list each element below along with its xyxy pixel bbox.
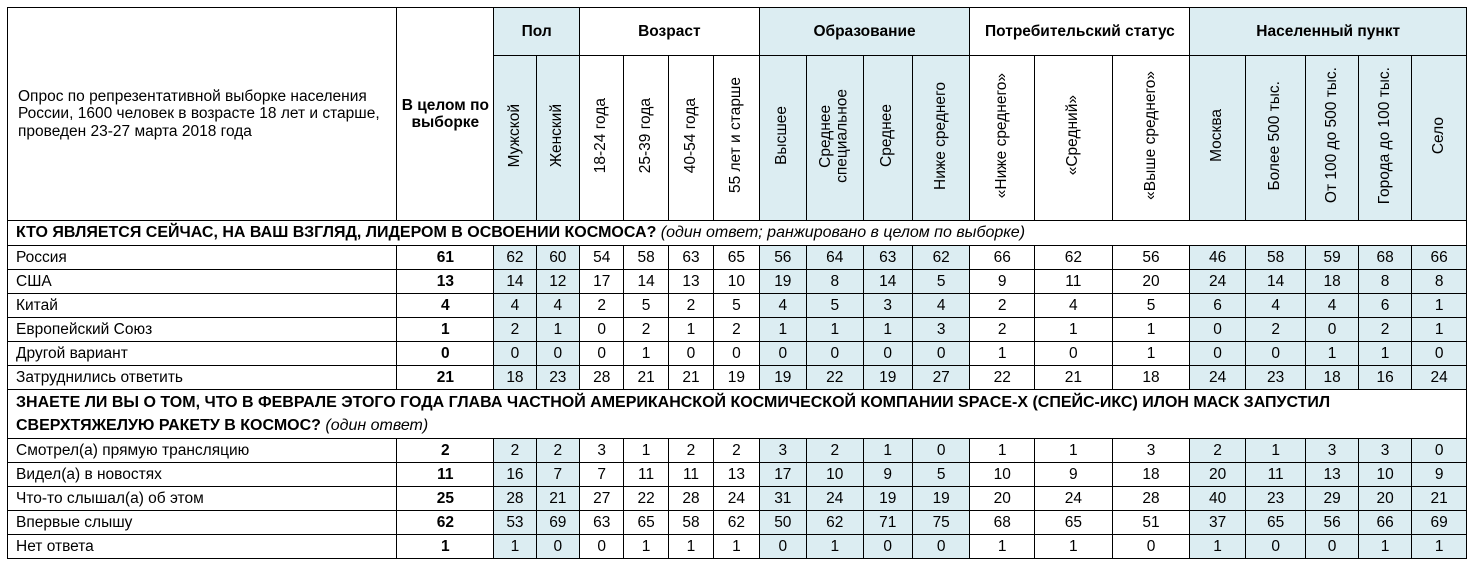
cell-value: 10 — [1358, 463, 1411, 487]
cell-value: 20 — [1190, 463, 1245, 487]
cell-value: 58 — [624, 246, 668, 270]
cell-value: 31 — [759, 487, 806, 511]
cell-value: 0 — [536, 342, 579, 366]
table-row — [8, 318, 1467, 342]
cell-value: 5 — [912, 270, 970, 294]
cell-value: 19 — [912, 487, 970, 511]
subgroup-header — [494, 56, 536, 221]
question-title: КТО ЯВЛЯЕТСЯ СЕЙЧАС, НА ВАШ ВЗГЛЯД, ЛИДЕРОМ В ОСВОЕНИИ КОСМОСА? — [16, 224, 657, 241]
cell-value: 18 — [494, 366, 536, 390]
cell-value: 2 — [714, 439, 759, 463]
cell-value: 23 — [536, 366, 579, 390]
row-label: Затруднились ответить — [8, 366, 397, 390]
cell-value: 0 — [714, 342, 759, 366]
cell-value: 1 — [624, 535, 668, 559]
cell-value: 19 — [759, 270, 806, 294]
cell-value: 63 — [580, 511, 624, 535]
cell-value: 0 — [1112, 535, 1190, 559]
cell-value: 1 — [1112, 318, 1190, 342]
subgroup-label: Женский — [548, 103, 566, 168]
cell-value: 28 — [494, 487, 536, 511]
cell-value: 0 — [580, 535, 624, 559]
cell-value: 0 — [912, 535, 970, 559]
survey-table — [7, 7, 1467, 559]
cell-value: 0 — [1035, 342, 1113, 366]
cell-value: 5 — [1112, 294, 1190, 318]
table-row — [8, 246, 1467, 270]
cell-value: 6 — [1190, 294, 1245, 318]
cell-value: 2 — [970, 318, 1035, 342]
cell-value: 13 — [714, 463, 759, 487]
cell-value: 24 — [807, 487, 863, 511]
cell-value: 0 — [1245, 342, 1306, 366]
cell-value: 1 — [1358, 535, 1411, 559]
cell-value: 0 — [759, 342, 806, 366]
cell-value: 7 — [536, 463, 579, 487]
cell-value: 11 — [668, 463, 713, 487]
cell-value: 3 — [759, 439, 806, 463]
cell-value: 10 — [970, 463, 1035, 487]
cell-value: 14 — [863, 270, 912, 294]
subgroup-label: «Средний» — [1063, 95, 1081, 176]
row-label: США — [8, 270, 397, 294]
subgroup-label: 18-24 года — [592, 97, 610, 174]
subgroup-header — [624, 56, 668, 221]
cell-value: 17 — [759, 463, 806, 487]
cell-value: 18 — [1306, 366, 1358, 390]
cell-value: 0 — [863, 535, 912, 559]
subgroup-header — [863, 56, 912, 221]
subgroup-header — [807, 56, 863, 221]
total-value: 61 — [397, 246, 494, 270]
subgroup-header — [1306, 56, 1358, 221]
cell-value: 27 — [580, 487, 624, 511]
subgroup-header — [1358, 56, 1411, 221]
cell-value: 66 — [1358, 511, 1411, 535]
cell-value: 24 — [1035, 487, 1113, 511]
cell-value: 3 — [912, 318, 970, 342]
cell-value: 65 — [714, 246, 759, 270]
cell-value: 51 — [1112, 511, 1190, 535]
cell-value: 66 — [1412, 246, 1467, 270]
cell-value: 1 — [668, 318, 713, 342]
cell-value: 63 — [668, 246, 713, 270]
cell-value: 0 — [536, 535, 579, 559]
cell-value: 3 — [1358, 439, 1411, 463]
cell-value: 28 — [668, 487, 713, 511]
cell-value: 58 — [1245, 246, 1306, 270]
cell-value: 2 — [580, 294, 624, 318]
group-header-education: Образование — [759, 8, 970, 56]
table-row — [8, 439, 1467, 463]
cell-value: 1 — [714, 535, 759, 559]
total-value: 0 — [397, 342, 494, 366]
cell-value: 4 — [1035, 294, 1113, 318]
cell-value: 4 — [494, 294, 536, 318]
subgroup-header — [580, 56, 624, 221]
cell-value: 20 — [1112, 270, 1190, 294]
cell-value: 75 — [912, 511, 970, 535]
cell-value: 28 — [1112, 487, 1190, 511]
cell-value: 6 — [1358, 294, 1411, 318]
cell-value: 1 — [1412, 318, 1467, 342]
subgroup-label: Мужской — [505, 103, 523, 168]
cell-value: 2 — [1358, 318, 1411, 342]
cell-value: 2 — [494, 439, 536, 463]
subgroup-header — [1112, 56, 1190, 221]
group-header-settlement: Населенный пункт — [1190, 8, 1467, 56]
cell-value: 7 — [580, 463, 624, 487]
cell-value: 19 — [759, 366, 806, 390]
question-note: (один ответ) — [325, 417, 429, 434]
cell-value: 24 — [1190, 366, 1245, 390]
cell-value: 62 — [714, 511, 759, 535]
cell-value: 1 — [668, 535, 713, 559]
cell-value: 9 — [1412, 463, 1467, 487]
cell-value: 5 — [912, 463, 970, 487]
group-header-consumer-status: Потребительский статус — [970, 8, 1190, 56]
cell-value: 1 — [1358, 342, 1411, 366]
subgroup-label: 25-39 года — [636, 97, 654, 174]
cell-value: 8 — [1412, 270, 1467, 294]
cell-value: 0 — [807, 342, 863, 366]
cell-value: 0 — [912, 342, 970, 366]
cell-value: 1 — [1035, 439, 1113, 463]
question-note: (один ответ; ранжировано в целом по выборке) — [660, 224, 1026, 241]
subgroup-label: Москва — [1208, 109, 1226, 162]
cell-value: 1 — [807, 318, 863, 342]
cell-value: 10 — [807, 463, 863, 487]
cell-value: 62 — [1035, 246, 1113, 270]
cell-value: 1 — [624, 439, 668, 463]
cell-value: 19 — [863, 487, 912, 511]
cell-value: 1 — [1412, 535, 1467, 559]
cell-value: 5 — [624, 294, 668, 318]
cell-value: 18 — [1112, 366, 1190, 390]
cell-value: 50 — [759, 511, 806, 535]
table-row — [8, 294, 1467, 318]
cell-value: 9 — [970, 270, 1035, 294]
cell-value: 56 — [1112, 246, 1190, 270]
cell-value: 13 — [1306, 463, 1358, 487]
cell-value: 40 — [1190, 487, 1245, 511]
cell-value: 21 — [624, 366, 668, 390]
cell-value: 17 — [580, 270, 624, 294]
total-value: 1 — [397, 535, 494, 559]
cell-value: 9 — [863, 463, 912, 487]
cell-value: 19 — [863, 366, 912, 390]
subgroup-label: Более 500 тыс. — [1266, 80, 1284, 191]
cell-value: 2 — [714, 318, 759, 342]
cell-value: 2 — [668, 294, 713, 318]
subgroup-label: Высшее — [773, 106, 791, 165]
cell-value: 4 — [912, 294, 970, 318]
total-column-header: В целом по выборке — [397, 8, 494, 221]
cell-value: 9 — [1035, 463, 1113, 487]
cell-value: 0 — [1245, 535, 1306, 559]
cell-value: 2 — [1245, 318, 1306, 342]
question-row — [8, 390, 1467, 439]
subgroup-header — [1035, 56, 1113, 221]
cell-value: 28 — [580, 366, 624, 390]
cell-value: 0 — [912, 439, 970, 463]
cell-value: 4 — [1306, 294, 1358, 318]
cell-value: 24 — [1412, 366, 1467, 390]
cell-value: 62 — [912, 246, 970, 270]
subgroup-label: 40-54 года — [681, 97, 699, 174]
subgroup-header — [1190, 56, 1245, 221]
cell-value: 1 — [863, 439, 912, 463]
cell-value: 68 — [970, 511, 1035, 535]
cell-value: 2 — [1190, 439, 1245, 463]
subgroup-header — [714, 56, 759, 221]
cell-value: 53 — [494, 511, 536, 535]
cell-value: 5 — [807, 294, 863, 318]
cell-value: 0 — [580, 318, 624, 342]
cell-value: 62 — [494, 246, 536, 270]
cell-value: 69 — [536, 511, 579, 535]
cell-value: 14 — [624, 270, 668, 294]
cell-value: 18 — [1112, 463, 1190, 487]
row-label: Видел(а) в новостях — [8, 463, 397, 487]
cell-value: 1 — [863, 318, 912, 342]
cell-value: 5 — [714, 294, 759, 318]
question-cell — [8, 390, 1467, 439]
cell-value: 66 — [970, 246, 1035, 270]
subgroup-header — [1412, 56, 1467, 221]
cell-value: 0 — [1412, 342, 1467, 366]
cell-value: 65 — [1035, 511, 1113, 535]
row-label: Другой вариант — [8, 342, 397, 366]
subgroup-label: Село — [1429, 116, 1447, 155]
total-value: 2 — [397, 439, 494, 463]
row-label: Впервые слышу — [8, 511, 397, 535]
subgroup-label: От 100 до 500 тыс. — [1322, 67, 1340, 204]
cell-value: 1 — [1190, 535, 1245, 559]
cell-value: 16 — [1358, 366, 1411, 390]
cell-value: 8 — [1358, 270, 1411, 294]
subgroup-label: Города до 100 тыс. — [1375, 66, 1393, 205]
cell-value: 1 — [1035, 535, 1113, 559]
cell-value: 56 — [759, 246, 806, 270]
row-label: Нет ответа — [8, 535, 397, 559]
cell-value: 22 — [624, 487, 668, 511]
cell-value: 20 — [970, 487, 1035, 511]
subgroup-header — [536, 56, 579, 221]
cell-value: 59 — [1306, 246, 1358, 270]
row-label: Смотрел(а) прямую трансляцию — [8, 439, 397, 463]
cell-value: 3 — [1112, 439, 1190, 463]
subgroup-header — [668, 56, 713, 221]
cell-value: 64 — [807, 246, 863, 270]
total-value: 13 — [397, 270, 494, 294]
cell-value: 0 — [1190, 342, 1245, 366]
group-header-age: Возраст — [580, 8, 760, 56]
cell-value: 11 — [1035, 270, 1113, 294]
cell-value: 0 — [668, 342, 713, 366]
cell-value: 21 — [536, 487, 579, 511]
cell-value: 1 — [807, 535, 863, 559]
group-header-gender: Пол — [494, 8, 580, 56]
cell-value: 1 — [1412, 294, 1467, 318]
subgroup-label: 55 лет и старше — [727, 77, 745, 194]
subgroup-label: Среднее специальное — [817, 88, 851, 183]
cell-value: 0 — [1412, 439, 1467, 463]
cell-value: 24 — [714, 487, 759, 511]
table-row — [8, 511, 1467, 535]
cell-value: 63 — [863, 246, 912, 270]
total-value: 62 — [397, 511, 494, 535]
cell-value: 0 — [1190, 318, 1245, 342]
cell-value: 21 — [668, 366, 713, 390]
table-row — [8, 270, 1467, 294]
cell-value: 4 — [759, 294, 806, 318]
cell-value: 13 — [668, 270, 713, 294]
cell-value: 0 — [759, 535, 806, 559]
cell-value: 68 — [1358, 246, 1411, 270]
table-row — [8, 366, 1467, 390]
row-label: Что-то слышал(а) об этом — [8, 487, 397, 511]
cell-value: 10 — [714, 270, 759, 294]
cell-value: 29 — [1306, 487, 1358, 511]
cell-value: 46 — [1190, 246, 1245, 270]
cell-value: 60 — [536, 246, 579, 270]
cell-value: 1 — [494, 535, 536, 559]
cell-value: 1 — [1112, 342, 1190, 366]
total-value: 21 — [397, 366, 494, 390]
cell-value: 2 — [970, 294, 1035, 318]
cell-value: 56 — [1306, 511, 1358, 535]
cell-value: 54 — [580, 246, 624, 270]
table-row — [8, 342, 1467, 366]
cell-value: 27 — [912, 366, 970, 390]
cell-value: 22 — [970, 366, 1035, 390]
table-row — [8, 535, 1467, 559]
cell-value: 2 — [536, 439, 579, 463]
cell-value: 2 — [807, 439, 863, 463]
cell-value: 0 — [863, 342, 912, 366]
total-value: 4 — [397, 294, 494, 318]
question-cell — [8, 221, 1467, 246]
cell-value: 3 — [1306, 439, 1358, 463]
cell-value: 14 — [494, 270, 536, 294]
table-row — [8, 487, 1467, 511]
cell-value: 1 — [970, 342, 1035, 366]
cell-value: 1 — [1245, 439, 1306, 463]
cell-value: 0 — [1306, 318, 1358, 342]
cell-value: 16 — [494, 463, 536, 487]
cell-value: 2 — [624, 318, 668, 342]
row-label: Европейский Союз — [8, 318, 397, 342]
cell-value: 0 — [1306, 535, 1358, 559]
cell-value: 23 — [1245, 487, 1306, 511]
cell-value: 23 — [1245, 366, 1306, 390]
survey-description: Опрос по репрезентативной выборке населения России, 1600 человек в возрасте 18 лет и старше, проведен 23-27 марта 2018 года — [8, 8, 397, 221]
cell-value: 3 — [863, 294, 912, 318]
question-row — [8, 221, 1467, 246]
cell-value: 1 — [1306, 342, 1358, 366]
subgroup-label: «Выше среднего» — [1141, 71, 1159, 200]
row-label: Китай — [8, 294, 397, 318]
cell-value: 8 — [807, 270, 863, 294]
cell-value: 4 — [536, 294, 579, 318]
subgroup-label: Ниже среднего — [931, 81, 949, 190]
subgroup-header — [759, 56, 806, 221]
cell-value: 11 — [624, 463, 668, 487]
cell-value: 21 — [1412, 487, 1467, 511]
cell-value: 62 — [807, 511, 863, 535]
cell-value: 22 — [807, 366, 863, 390]
cell-value: 65 — [1245, 511, 1306, 535]
subgroup-header — [912, 56, 970, 221]
cell-value: 12 — [536, 270, 579, 294]
cell-value: 1 — [970, 439, 1035, 463]
cell-value: 20 — [1358, 487, 1411, 511]
cell-value: 11 — [1245, 463, 1306, 487]
group-header-row — [8, 8, 1467, 56]
cell-value: 37 — [1190, 511, 1245, 535]
subgroup-header — [970, 56, 1035, 221]
cell-value: 24 — [1190, 270, 1245, 294]
cell-value: 1 — [536, 318, 579, 342]
cell-value: 3 — [580, 439, 624, 463]
total-value: 1 — [397, 318, 494, 342]
cell-value: 2 — [494, 318, 536, 342]
cell-value: 1 — [1035, 318, 1113, 342]
cell-value: 21 — [1035, 366, 1113, 390]
subgroup-label: «Ниже среднего» — [992, 72, 1010, 199]
cell-value: 1 — [970, 535, 1035, 559]
cell-value: 65 — [624, 511, 668, 535]
cell-value: 18 — [1306, 270, 1358, 294]
subgroup-header — [1245, 56, 1306, 221]
total-value: 25 — [397, 487, 494, 511]
cell-value: 14 — [1245, 270, 1306, 294]
cell-value: 71 — [863, 511, 912, 535]
cell-value: 0 — [580, 342, 624, 366]
question-title: ЗНАЕТЕ ЛИ ВЫ О ТОМ, ЧТО В ФЕВРАЛЕ ЭТОГО ГОДА ГЛАВА ЧАСТНОЙ АМЕРИКАНСКОЙ КОСМИЧЕСКОЙ КОМПАНИИ SPACE-X (СПЕЙС-ИКС) ИЛОН МАСК ЗАПУСТИЛ СВЕРХТЯЖЕЛУЮ РАКЕТУ В КОСМОС? — [16, 394, 1331, 434]
cell-value: 19 — [714, 366, 759, 390]
cell-value: 69 — [1412, 511, 1467, 535]
cell-value: 58 — [668, 511, 713, 535]
cell-value: 1 — [759, 318, 806, 342]
cell-value: 2 — [668, 439, 713, 463]
table-row — [8, 463, 1467, 487]
cell-value: 1 — [624, 342, 668, 366]
row-label: Россия — [8, 246, 397, 270]
cell-value: 4 — [1245, 294, 1306, 318]
subgroup-label: Среднее — [878, 104, 896, 167]
cell-value: 0 — [494, 342, 536, 366]
total-value: 11 — [397, 463, 494, 487]
